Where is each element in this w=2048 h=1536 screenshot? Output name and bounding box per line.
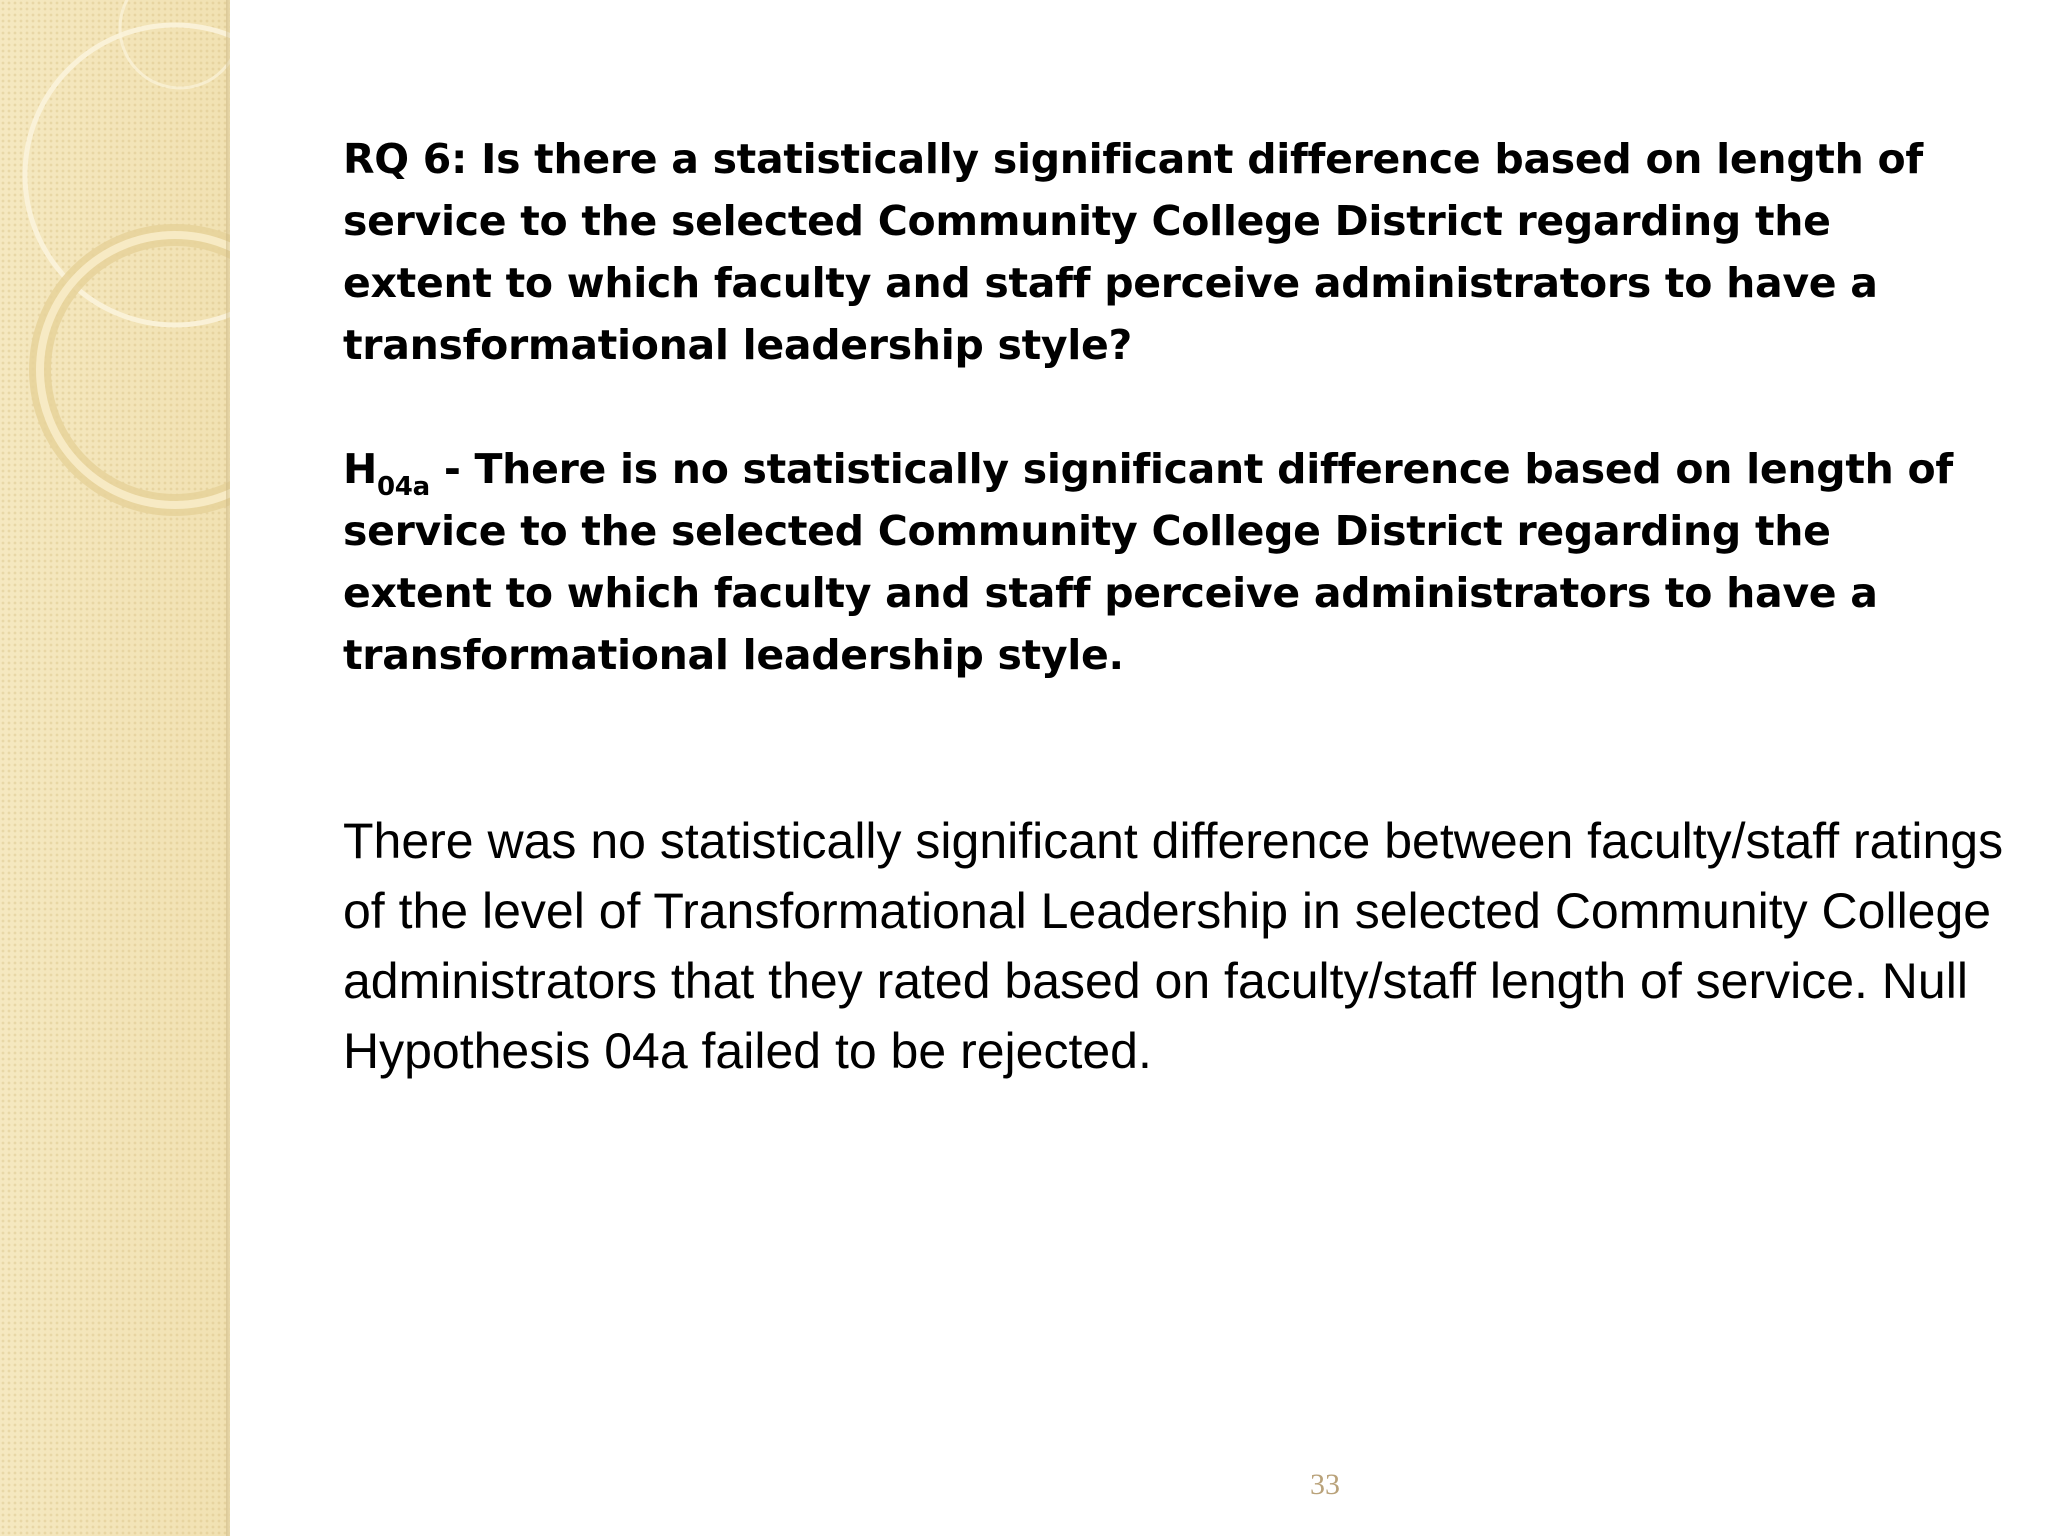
conclusion-text: There was no statistically significant difference between faculty/staff ratings of the level of Transformational Leadership in selected Community College administrators that they rated based on faculty/staff length of service. Null Hypothesis 04a failed to be rejected.: [343, 813, 2004, 1079]
sidebar-edge-shadow: [226, 0, 230, 1536]
decorative-rings-graphic: [0, 0, 230, 520]
rq-text: Is there a statistically significant difference based on length of service to the selected Community College District regarding the extent to which faculty and staff perceive administrators to have a transformational leadership style?: [343, 135, 1923, 369]
large-ring: [25, 25, 230, 325]
research-question: [343, 128, 1993, 376]
slide-body: [343, 128, 1993, 686]
small-ring: [120, 0, 230, 88]
hypothesis-symbol: H: [343, 445, 378, 493]
null-hypothesis: [343, 438, 1993, 686]
rq-label: RQ 6:: [343, 135, 468, 183]
medium-ring-outer: [40, 235, 230, 505]
hypothesis-subscript: 04a: [377, 472, 430, 502]
decorative-sidebar: [0, 0, 230, 1536]
hypothesis-text: - There is no statistically significant difference based on length of service to the selected Community College District regarding the extent to which faculty and staff perceive administrators to have a transformational leadership style.: [343, 445, 1953, 679]
page-number: 33: [1310, 1468, 1340, 1501]
